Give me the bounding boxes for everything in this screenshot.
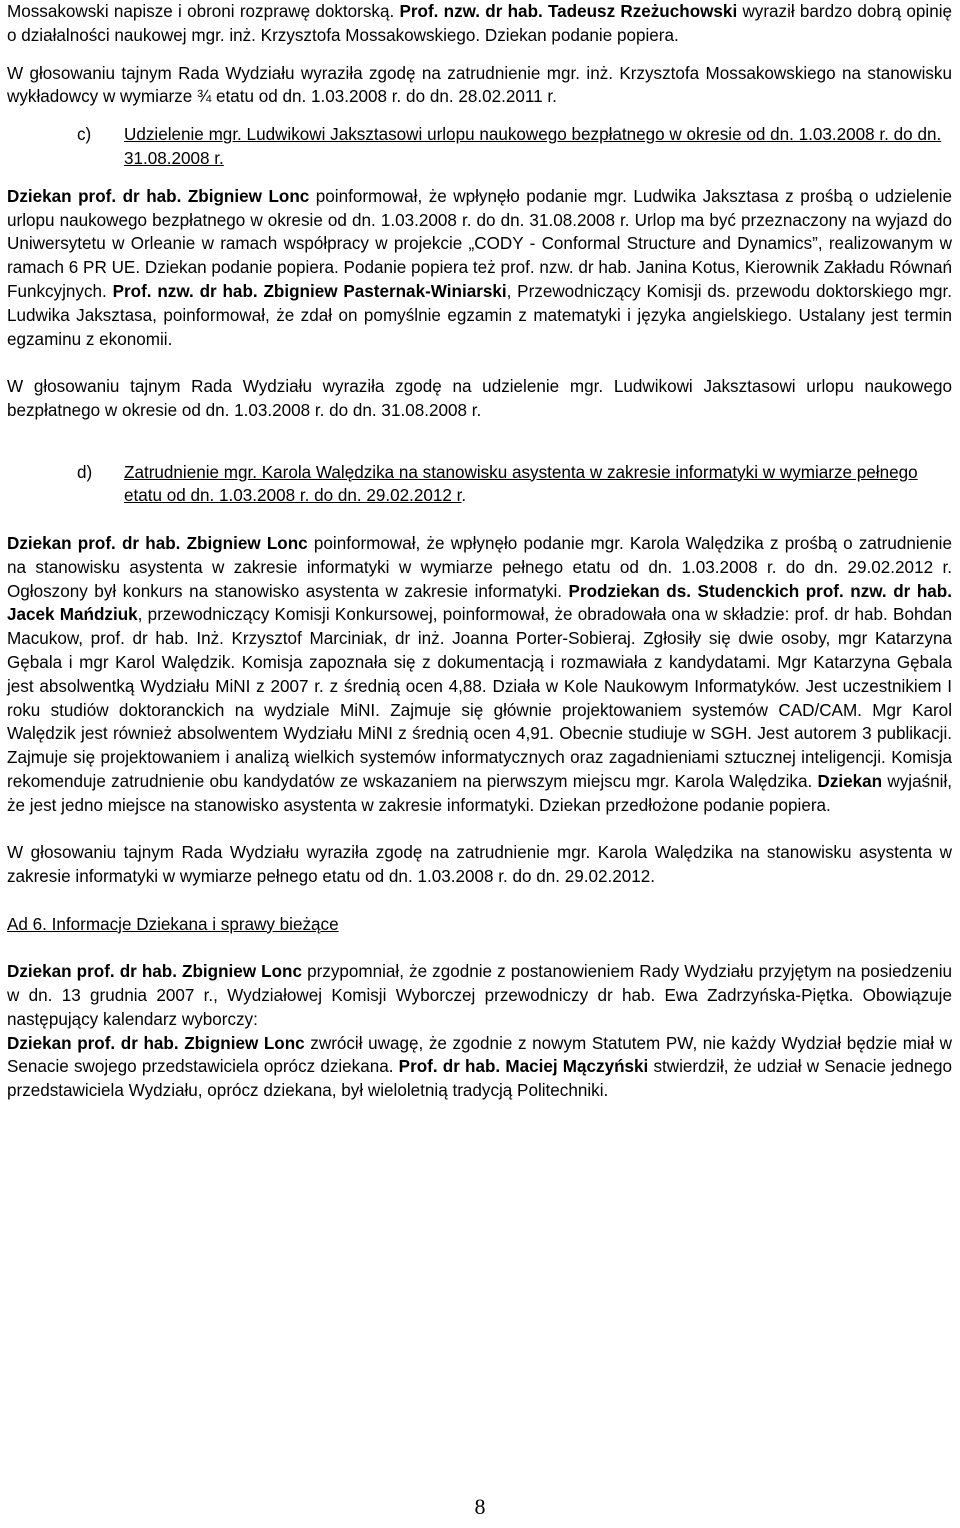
- section-heading-ad6: [7, 913, 952, 937]
- item-d-title: [124, 461, 952, 509]
- paragraph-vote-jaksztas: [7, 375, 952, 423]
- text-run: W głosowaniu tajnym Rada Wydziału wyraziła zgodę na zatrudnienie mgr. Karola Walędzika na stanowisku asystenta w zakresie informatyki w wymiarze pełnego etatu od dn. 1.03.2008 r. do dn. 29.02.2012.: [7, 843, 952, 887]
- text-run: W głosowaniu tajnym Rada Wydziału wyraziła zgodę na zatrudnienie mgr. inż. Krzysztofa Mossakowskiego na stanowisku wykładowcy w wymiarze ¾ etatu od dn. 1.03.2008 r. do dn. 28.02.2011 r.: [7, 63, 952, 107]
- bold-text-run: Dziekan prof. dr hab. Zbigniew Lonc: [7, 1033, 305, 1053]
- page-number: 8: [474, 1494, 486, 1519]
- text-run: zwrócił uwagę, że zgodnie z nowym Statutem PW, nie każdy Wydział będzie miał w Senacie swojego przedstawiciela oprócz dziekana.: [7, 1033, 952, 1077]
- paragraph-doctorate-opinion: [7, 0, 952, 48]
- text-run: poinformował, że wpłynęło podanie mgr. Karola Walędzika z prośbą o zatrudnienie na stanowisku asystenta w zakresie informatyki w wymiarze pełnego etatu od dn. 1.03.2008 r. do dn. 29.02.2012 r. Ogłoszony był konkurs na stanowisko asystenta w zakresie informatyki.: [7, 533, 952, 601]
- text-run: wyraził bardzo dobrą opinię o działalności naukowej mgr. inż. Krzysztofa Mossakowskiego. Dziekan podanie popiera.: [7, 2, 952, 45]
- bold-text-run: Prof. dr hab. Maciej Mączyński: [398, 1057, 649, 1077]
- bold-text-run: Prof. nzw. dr hab. Zbigniew Pasternak-Winiarski: [112, 281, 507, 301]
- bold-text-run: Dziekan: [817, 771, 883, 791]
- bold-text-run: Prodziekan ds. Studenckich prof. nzw. dr hab. Jacek Mańdziuk: [7, 581, 952, 625]
- text-run: , Przewodniczący Komisji ds. przewodu doktorskiego mgr. Ludwika Jaksztasa, poinformował, że zdał on pomyślnie egzamin z matematyki i języka angielskiego. Ustalany jest termin egzaminu z ekonomii.: [7, 281, 952, 349]
- bold-text-run: Prof. nzw. dr hab. Tadeusz Rzeżuchowski: [399, 2, 738, 21]
- paragraph-vote-waledzik: [7, 841, 952, 889]
- agenda-item-d: [77, 461, 952, 509]
- text-run: stwierdził, że udział w Senacie jednego przedstawiciela Wydziału, oprócz dziekana, był wieloletnią tradycją Politechniki.: [7, 1057, 953, 1101]
- item-c-label: c): [77, 125, 92, 145]
- document-body: [7, 0, 952, 1103]
- text-run: W głosowaniu tajnym Rada Wydziału wyraziła zgodę na udzielenie mgr. Ludwikowi Jaksztasowi urlopu naukowego bezpłatnego w okresie od dn. 1.03.2008 r. do dn. 31.08.2008 r.: [7, 377, 952, 420]
- item-c-title: [124, 123, 952, 171]
- text-run: .: [461, 486, 467, 506]
- text-run: przypomniał, że zgodnie z postanowieniem Rady Wydziału przyjętym na posiedzeniu w dn. 13 grudnia 2007 r., Wydziałowej Komisji Wyborczej przewodniczy dr hab. Ewa Zadrzyńska-Piętka. Obowiązuje następujący kalendarz wyborczy:: [7, 962, 952, 1029]
- bold-text-run: Dziekan prof. dr hab. Zbigniew Lonc: [7, 533, 308, 553]
- text-run: , przewodniczący Komisji Konkursowej, poinformował, że obradowała ona w składzie: prof. dr hab. Bohdan Macukow, prof. dr hab. Inż. Krzysztof Marciniak, dr inż. Joanna Porter-Sobieraj. Zgłosiły się dwie osoby, mgr Katarzyna Gębala i mgr Karol Walędzik. Komisja zapoznała się z dokumentacją i rozmawiała z kandydatami. Mgr Katarzyna Gębala jest absolwentką Wydziału MiNI z 2007 r. z średnią ocen 4,88. Działa w Kole Naukowym Informatyków. Jest uczestnikiem I roku studiów doktoranckich na wydziale MiNI. Zajmuje się głównie projektowaniem systemów CAD/CAM. Mgr Karol Walędzik jest również absolwentem Wydziału MiNI z średnią ocen 4,91. Obecnie studiuje w SGH. Jest autorem 3 publikacji. Zajmuje się projektowaniem i analizą wielkich systemów informatycznych oraz zagadnieniami sztucznej inteligencji. Komisja rekomenduje zatrudnienie obu kandydatów ze wskazaniem na pierwszym miejscu mgr. Karola Walędzika.: [7, 605, 952, 791]
- paragraph-jaksztas-leave: [7, 185, 952, 352]
- item-d-label: d): [77, 462, 93, 482]
- paragraph-senate-representation: [7, 1032, 952, 1103]
- paragraph-election-commission: [7, 960, 952, 1031]
- agenda-item-c: [77, 123, 952, 171]
- text-run: Mossakowski napisze i obroni rozprawę doktorską.: [7, 2, 400, 21]
- underlined-text-run: Zatrudnienie mgr. Karola Walędzika na stanowisku asystenta w zakresie informatyki w wymiarze pełnego etatu od dn. 1.03.2008 r. do dn. 29.02.2012 r: [124, 462, 918, 506]
- text-run: poinformował, że wpłynęło podanie mgr. Ludwika Jaksztasa z prośbą o udzielenie urlopu naukowego bezpłatnego w okresie od dn. 1.03.2008 r. do dn. 31.08.2008 r. Urlop ma być przeznaczony na wyjazd do Uniwersytetu w Orleanie w ramach współpracy w projekcie „CODY - Conformal Structure and Dynamics”, realizowanym w ramach 6 PR UE. Dziekan podanie popiera. Podanie popiera też prof. nzw. dr hab. Janina Kotus, Kierownik Zakładu Równań Funkcyjnych.: [7, 186, 952, 301]
- bold-text-run: Dziekan prof. dr hab. Zbigniew Lonc: [7, 186, 310, 206]
- paragraph-waledzik-hiring: [7, 532, 952, 818]
- underlined-text-run: Ad 6. Informacje Dziekana i sprawy bieżące: [7, 914, 339, 934]
- bold-text-run: Dziekan prof. dr hab. Zbigniew Lonc: [7, 962, 303, 982]
- text-run: wyjaśnił, że jest jedno miejsce na stanowisko asystenta w zakresie informatyki. Dziekan przedłożone podanie popiera.: [7, 771, 953, 815]
- paragraph-vote-mossakowski: [7, 62, 952, 110]
- underlined-text-run: Udzielenie mgr. Ludwikowi Jaksztasowi urlopu naukowego bezpłatnego w okresie od dn. 1.03.2008 r. do dn. 31.08.2008 r.: [124, 125, 942, 168]
